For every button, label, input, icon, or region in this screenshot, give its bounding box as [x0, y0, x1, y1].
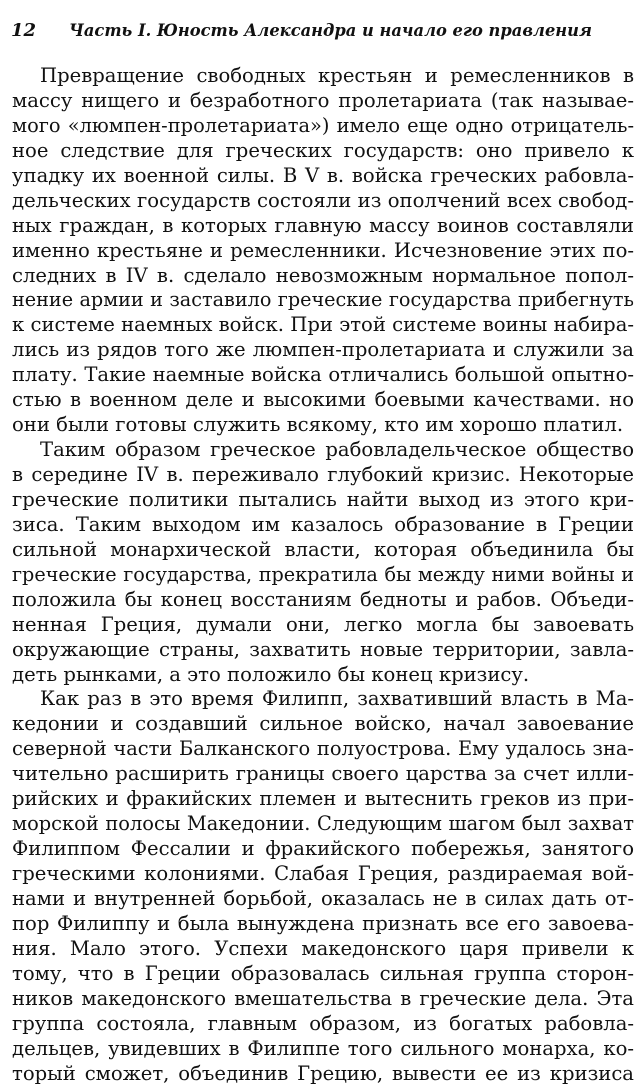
text-line: Филиппом Фессалии и фракийского побережья, занятого — [12, 837, 634, 862]
text-line: сильной монархической власти, которая объединила бы — [12, 538, 634, 563]
text-line: положила бы конец восстаниям бедноты и рабов. Объеди- — [12, 588, 634, 613]
text-line: дельческих государств состояли из ополчений всех свобод- — [12, 189, 634, 214]
text-line: Превращение свободных крестьян и ремесленников в — [12, 64, 634, 89]
text-line: нение армии и заставило греческие государства прибегнуть — [12, 288, 634, 313]
text-line: окружающие страны, захватить новые территории, завла- — [12, 638, 634, 663]
text-line: зиса. Таким выходом им казалось образование в Греции — [12, 513, 634, 538]
text-line: Как раз в это время Филипп, захвативший власть в Ма- — [12, 687, 634, 712]
text-line: нами и внутренней борьбой, оказалась не в силах дать от- — [12, 887, 634, 912]
text-line: в середине IV в. переживало глубокий кризис. Некоторые — [12, 463, 634, 488]
body-text — [12, 64, 634, 1086]
text-line: ния. Мало этого. Успехи македонского царя привели к — [12, 937, 634, 962]
text-line: пор Филиппу и была вынуждена признать все его завоева- — [12, 912, 634, 937]
text-line: именно крестьяне и ремесленники. Исчезновение этих по- — [12, 239, 634, 264]
running-title: Часть I. Юность Александра и начало его правления — [69, 16, 592, 46]
text-line: кедонии и создавший сильное войско, начал завоевание — [12, 712, 634, 737]
text-line: мого «люмпен-пролетариата») имело еще одно отрицатель- — [12, 114, 634, 139]
text-line: рийских и фракийских племен и вытеснить греков из при- — [12, 787, 634, 812]
text-line: массу нищего и безработного пролетариата (так называе- — [12, 89, 634, 114]
text-line: группа состояла, главным образом, из богатых рабовла- — [12, 1012, 634, 1037]
text-line: упадку их военной силы. В V в. войска греческих рабовла- — [12, 164, 634, 189]
page-number: 12 — [11, 16, 36, 46]
text-line: чительно расширить границы своего царства за счет илли- — [12, 762, 634, 787]
text-line: торый сможет, объединив Грецию, вывести ее из кризиса — [12, 1062, 634, 1086]
text-line: греческие политики пытались найти выход из этого кри- — [12, 488, 634, 513]
text-line: ников македонского вмешательства в греческие дела. Эта — [12, 987, 634, 1012]
text-line: они были готовы служить всякому, кто им хорошо платил. — [12, 413, 634, 438]
text-line: тому, что в Греции образовалась сильная группа сторон- — [12, 962, 634, 987]
text-line: греческие государства, прекратила бы между ними войны и — [12, 563, 634, 588]
text-line: ное следствие для греческих государств: оно привело к — [12, 139, 634, 164]
text-line: северной части Балканского полуострова. Ему удалось зна- — [12, 737, 634, 762]
text-line: дельцев, увидевших в Филиппе того сильного монарха, ко- — [12, 1037, 634, 1062]
text-line: Таким образом греческое рабовладельческое общество — [12, 438, 634, 463]
text-line: лись из рядов того же люмпен-пролетариата и служили за — [12, 338, 634, 363]
text-line: ненная Греция, думали они, легко могла бы завоевать — [12, 613, 634, 638]
text-line: деть рынками, а это положило бы конец кризису. — [12, 663, 634, 688]
text-line: стью в военном деле и высокими боевыми качествами. но — [12, 388, 634, 413]
text-line: морской полосы Македонии. Следующим шагом был захват — [12, 812, 634, 837]
text-line: следних в IV в. сделало невозможным нормальное попол- — [12, 264, 634, 289]
text-line: ных граждан, в которых главную массу воинов составляли — [12, 214, 634, 239]
text-line: плату. Такие наемные войска отличались большой опытно- — [12, 363, 634, 388]
running-head — [11, 16, 637, 46]
text-line: к системе наемных войск. При этой системе воины набира- — [12, 313, 634, 338]
text-line: греческими колониями. Слабая Греция, раздираемая вой- — [12, 862, 634, 887]
